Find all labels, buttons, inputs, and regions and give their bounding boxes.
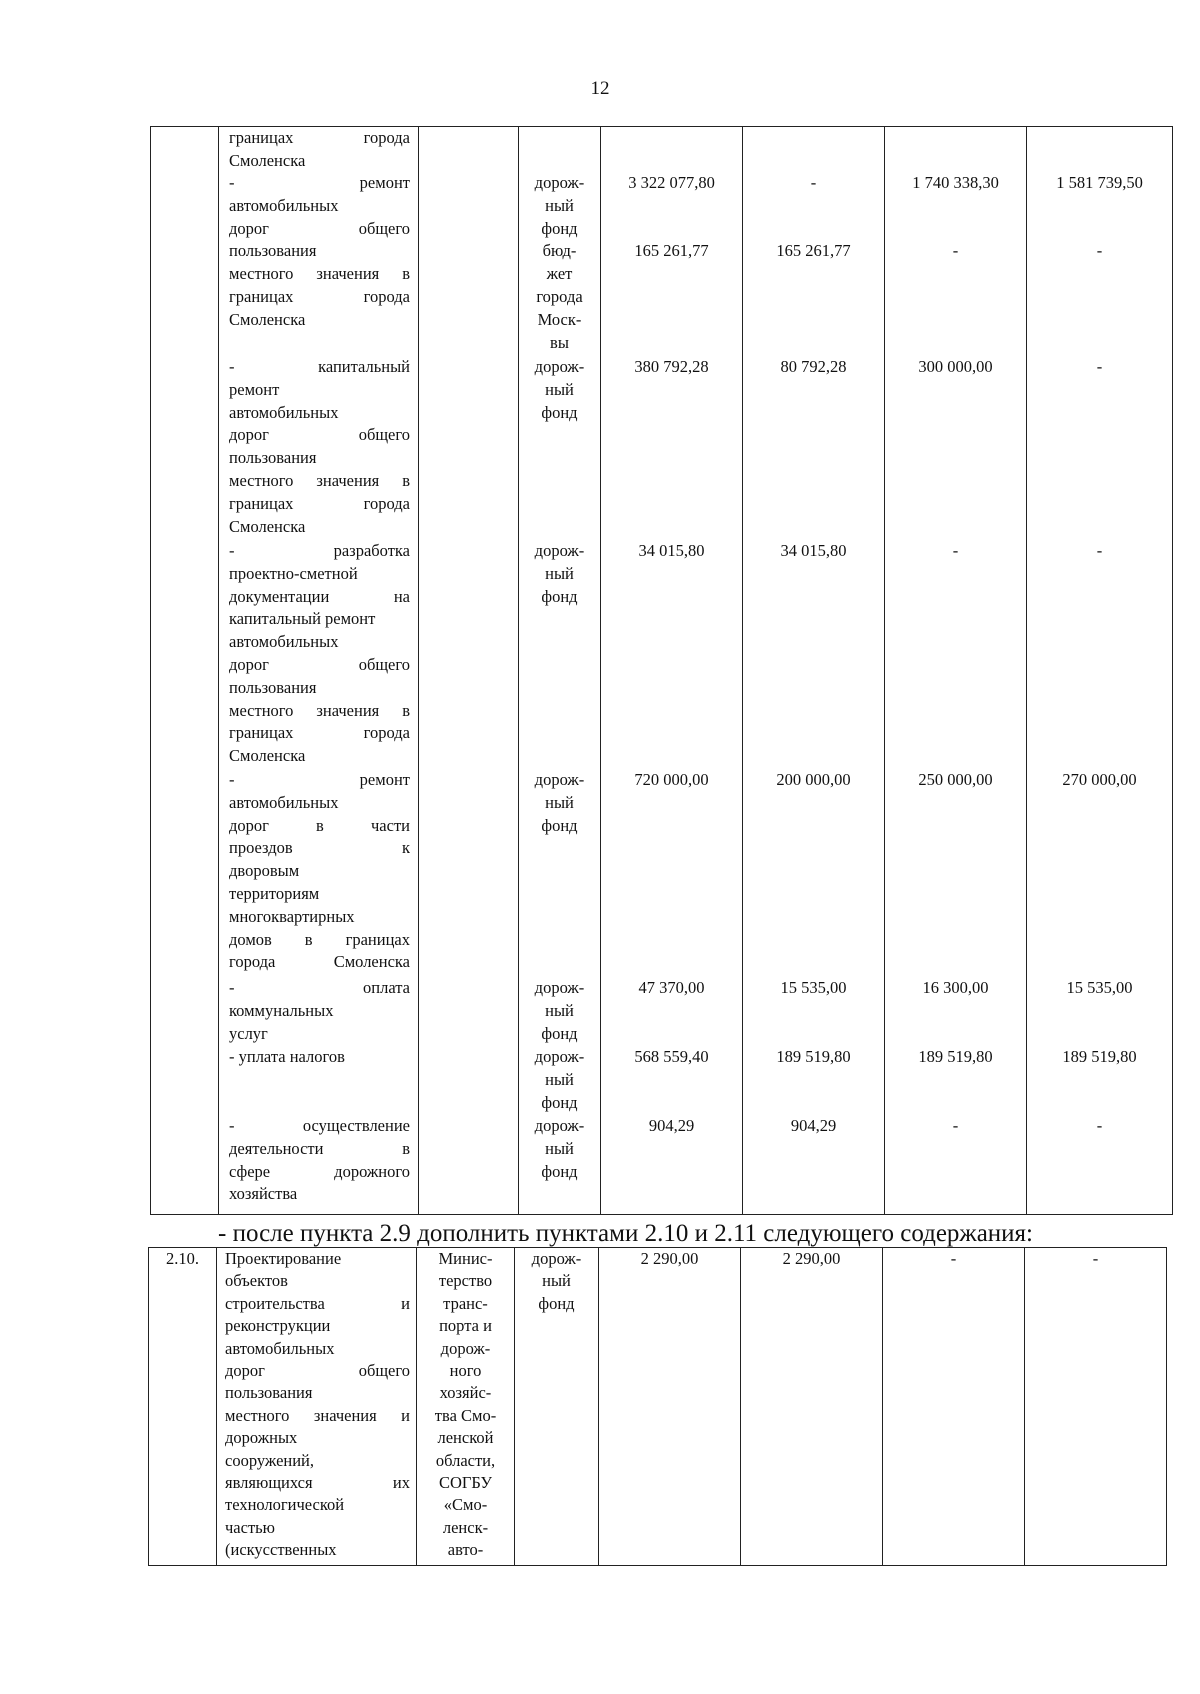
item-source-block — [519, 1115, 600, 1183]
source-line: дорож- — [534, 357, 585, 376]
name-line: местного значения в — [229, 470, 410, 490]
item-total: 2 290,00 — [599, 1248, 741, 1566]
col-total-cell — [601, 127, 743, 1215]
amount-value: 34 015,80 — [780, 541, 847, 560]
amount-value: 3 322 077,80 — [628, 173, 715, 192]
name-line: пользования — [229, 448, 317, 468]
text-line: «Смо- — [443, 1495, 488, 1515]
amount-value: 189 519,80 — [918, 1047, 993, 1066]
text-line: сооружений, — [225, 1450, 315, 1470]
page-number: 12 — [590, 78, 610, 99]
budget-table-new-items — [148, 1247, 1167, 1566]
source-line: дорож- — [534, 978, 585, 997]
amount-value: 270 000,00 — [1062, 770, 1137, 789]
name-line: границах города — [229, 493, 410, 513]
source-line: ный — [545, 195, 574, 215]
text-line: ный — [542, 1271, 571, 1291]
name-line: - капитальный — [229, 357, 410, 376]
text-line: хозяйс- — [439, 1383, 492, 1403]
amount-value: - — [810, 173, 817, 192]
text-line: СОГБУ — [438, 1472, 493, 1492]
text-line: пользования — [225, 1383, 313, 1403]
item-name-block — [219, 769, 418, 974]
item-executor — [417, 1248, 515, 1566]
amount-value: 15 535,00 — [780, 978, 847, 997]
item-name-block — [219, 172, 418, 332]
col-year2-cell — [885, 127, 1027, 1215]
item-name-block — [219, 1046, 418, 1069]
text-line: строительства и — [225, 1293, 410, 1313]
source-line: ный — [545, 563, 574, 583]
name-line: ремонт — [229, 379, 280, 399]
name-line: дорог в части — [229, 815, 410, 835]
amount-value: - — [952, 541, 959, 560]
name-line: территориям — [229, 883, 320, 903]
item-source — [515, 1248, 599, 1566]
source-line: дорож- — [534, 770, 585, 789]
name-line: Смоленска — [229, 309, 306, 329]
source-line: вы — [550, 332, 569, 352]
col-year1-cell — [743, 127, 885, 1215]
name-line: границах города — [229, 286, 410, 306]
name-line: автомобильных — [229, 195, 339, 215]
amount-value: - — [1096, 1116, 1103, 1135]
name-line: дорог общего — [229, 425, 410, 445]
text-line: дорожных — [225, 1428, 298, 1448]
name-line: пользования — [229, 241, 317, 261]
source-line: ный — [545, 1000, 574, 1020]
amount-value: 1 581 739,50 — [1056, 173, 1143, 192]
name-line: Смоленска — [229, 150, 306, 170]
name-line: местного значения в — [229, 264, 410, 284]
item-year1: 2 290,00 — [741, 1248, 883, 1566]
amount-value: - — [1096, 241, 1103, 261]
amount-value: - — [1096, 541, 1103, 560]
item-source-block — [519, 1046, 600, 1114]
item-name-block — [219, 1115, 418, 1206]
text-line: терство — [438, 1271, 493, 1291]
col-year3-cell — [1027, 127, 1173, 1215]
text-line: автомобильных — [225, 1338, 335, 1358]
item-source-block — [519, 356, 600, 424]
amount-value: 80 792,28 — [780, 357, 847, 376]
name-line: хозяйства — [229, 1184, 298, 1204]
amount-value: 250 000,00 — [918, 770, 993, 789]
item-name-block — [219, 977, 418, 1045]
source-line: фонд — [541, 1161, 578, 1181]
name-line: - уплата налогов — [229, 1047, 345, 1066]
amendment-line: - после пункта 2.9 дополнить пунктами 2.10 и 2.11 следующего содержания: — [218, 1220, 1034, 1247]
text-line: тва Смо- — [434, 1405, 497, 1425]
source-line: Моск- — [537, 309, 582, 329]
name-line: местного значения в — [229, 700, 410, 720]
amount-value: 300 000,00 — [918, 357, 993, 376]
amount-value: 380 792,28 — [634, 357, 709, 376]
name-line: - оплата — [229, 978, 410, 997]
text-line: фонд — [538, 1293, 575, 1313]
text-line: дорож- — [440, 1338, 491, 1358]
amount-value: 720 000,00 — [634, 770, 709, 789]
text-line: транс- — [443, 1293, 488, 1313]
name-line: Смоленска — [229, 746, 306, 766]
source-line: фонд — [541, 218, 578, 238]
amount-value: - — [952, 241, 959, 261]
name-line: - осуществление — [229, 1116, 410, 1135]
source-line: дорож- — [534, 173, 585, 192]
text-line: дорог общего — [225, 1360, 410, 1380]
col-name-cell — [219, 127, 419, 1215]
text-line: ленск- — [442, 1517, 489, 1537]
name-line: границах города — [229, 723, 410, 743]
text-line: технологической — [225, 1495, 345, 1515]
amount-value: 34 015,80 — [638, 541, 705, 560]
text-line: порта и — [439, 1316, 492, 1336]
item-source-block — [519, 977, 600, 1045]
amount-value: - — [1096, 357, 1103, 376]
text-line: являющихся их — [225, 1472, 410, 1492]
name-line: документации на — [229, 586, 410, 606]
amount-value: 904,29 — [790, 1116, 837, 1135]
text-line: (искусственных — [225, 1540, 337, 1560]
text-line: дорож- — [531, 1249, 582, 1268]
name-line: границах города — [229, 128, 410, 147]
source-line: фонд — [541, 402, 578, 422]
amount-value: 15 535,00 — [1066, 978, 1133, 997]
amount-value: 189 519,80 — [776, 1047, 851, 1066]
amount-value: 165 261,77 — [776, 241, 851, 261]
amount-value: - — [952, 1116, 959, 1135]
source-line: дорож- — [534, 541, 585, 560]
item-name-block — [219, 540, 418, 768]
item-source-block — [519, 769, 600, 837]
source-line: фонд — [541, 586, 578, 606]
source-line: фонд — [541, 815, 578, 835]
col-number-cell — [151, 127, 219, 1215]
text-line: области, — [435, 1450, 496, 1470]
text-line: ленской — [437, 1428, 494, 1448]
source-line: жет — [546, 264, 573, 284]
item-source-block — [519, 172, 600, 354]
amount-value: 200 000,00 — [776, 770, 851, 789]
name-line: - ремонт — [229, 173, 410, 192]
name-line: пользования — [229, 677, 317, 697]
amount-value: 47 370,00 — [638, 978, 705, 997]
item-year3: - — [1025, 1248, 1167, 1566]
name-line: автомобильных — [229, 632, 339, 652]
source-line: ный — [545, 1069, 574, 1089]
name-line: проектно-сметной — [229, 563, 358, 583]
name-line: сфере дорожного — [229, 1161, 410, 1181]
source-line: дорож- — [534, 1047, 585, 1066]
name-line: дворовым — [229, 861, 300, 881]
name-line: дорог общего — [229, 654, 410, 674]
amount-value: 189 519,80 — [1062, 1047, 1137, 1066]
name-line: - ремонт — [229, 770, 410, 789]
item-name — [217, 1248, 417, 1566]
col-executor-cell — [419, 127, 519, 1215]
item-source-block — [519, 540, 600, 608]
amount-value: 165 261,77 — [634, 241, 709, 261]
source-line: ный — [545, 379, 574, 399]
name-line: услуг — [229, 1023, 268, 1043]
source-line: фонд — [541, 1023, 578, 1043]
text-line: авто- — [447, 1540, 484, 1560]
name-line: города Смоленска — [229, 952, 410, 972]
source-line: ный — [545, 1138, 574, 1158]
amount-value: 904,29 — [648, 1116, 695, 1135]
name-line: многоквартирных — [229, 906, 355, 926]
amount-value: 568 559,40 — [634, 1047, 709, 1066]
text-line: Минис- — [438, 1249, 493, 1268]
source-line: фонд — [541, 1092, 578, 1112]
name-line: капитальный ремонт — [229, 609, 376, 629]
name-line: автомобильных — [229, 402, 339, 422]
text-line: ного — [449, 1360, 482, 1380]
text-line: реконструкции — [225, 1316, 331, 1336]
text-line: частью — [225, 1517, 276, 1537]
item-year2: - — [883, 1248, 1025, 1566]
amount-value: 1 740 338,30 — [912, 173, 999, 192]
item-number: 2.10. — [149, 1248, 217, 1566]
amount-value: 16 300,00 — [922, 978, 989, 997]
name-line: Смоленска — [229, 516, 306, 536]
budget-table-continued — [150, 126, 1173, 1215]
source-line: дорож- — [534, 1116, 585, 1135]
text-line: Проектирование — [225, 1249, 342, 1268]
source-line: города — [536, 286, 583, 306]
source-line: ный — [545, 792, 574, 812]
source-line: бюд- — [542, 241, 577, 261]
name-line: проездов к — [229, 838, 410, 858]
name-line: дорог общего — [229, 218, 410, 238]
col-source-cell — [519, 127, 601, 1215]
name-line: коммунальных — [229, 1000, 334, 1020]
name-line: домов в границах — [229, 929, 410, 949]
name-line: автомобильных — [229, 792, 339, 812]
item-name-block — [219, 356, 418, 538]
name-line: деятельности в — [229, 1138, 410, 1158]
item-name-block — [219, 127, 418, 173]
text-line: местного значения и — [225, 1405, 410, 1425]
text-line: объектов — [225, 1271, 288, 1291]
name-line: - разработка — [229, 541, 410, 560]
